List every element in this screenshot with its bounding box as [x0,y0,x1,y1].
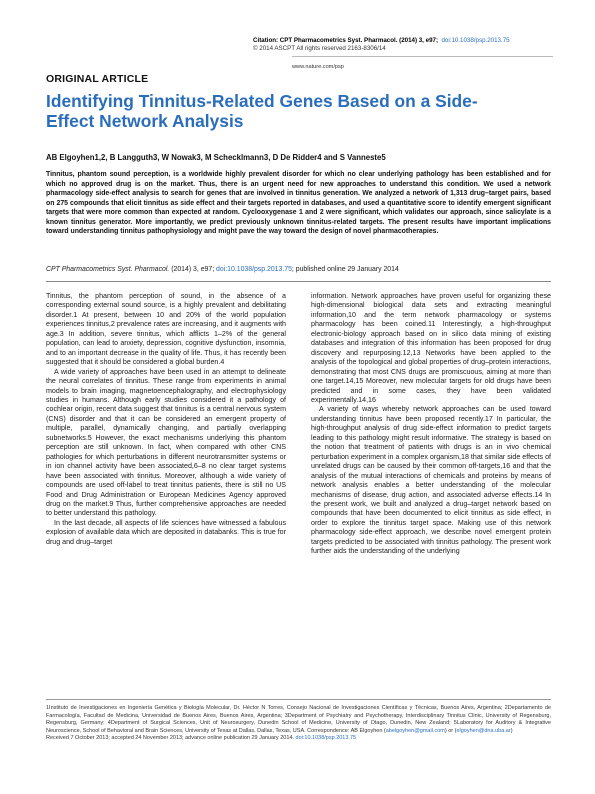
paragraph: A wide variety of approaches have been used in an attempt to delineate the neural correlates of tinnitus. These range from experiments in animal models to brain imaging, magnetoencephalography, and electrophysiology studies in humans. Although early studies considered it a pathology of cochlear origin, recent data suggest that tinnitus is a central nervous system (CNS) disorder and that it can be considered an emergent property of multiple, parallel, dynamically changing, and partially overlapping subnetworks.5 However, the exact mechanisms underlying this phantom perception are still unknown. In fact, when compared with other CNS pathologies for which perturbations in different neurotransmitter systems or in ion channel activity have been associated,6–8 no clear target systems have been associated with tinnitus. Moreover, although a wide variety of compounds are used off-label to treat tinnitus patients, there is still no US Food and Drug Administration or European Medicines Agency approved drug on the market.9 Thus, further comprehensive approaches are needed to better understand this pathology. [46,367,286,518]
body-column-right [311,292,551,557]
article-title: Identifying Tinnitus-Related Genes Based on a Side-Effect Network Analysis [46,91,478,131]
journal-website[interactable]: www.nature.com/psp [292,64,344,70]
citation-block [253,37,553,53]
header-rule [292,56,553,57]
footnote-text: ) [510,727,513,734]
body-column-left [46,292,286,547]
journal-name: CPT Pharmacometrics Syst. Pharmacol. [46,266,170,273]
citation-line: Citation: CPT Pharmacometrics Syst. Pharmacol. (2014) 3, e97; [253,37,439,44]
abstract: Tinnitus, phantom sound perception, is a worldwide highly prevalent disorder for which no clear underlying pathology has been established and for which no approved drug is on the market. Thus, there is an urgent need for new approaches to understand this condition. We used a network pharmacology side-effect analysis to search for genes that are involved in tinnitus generation. We analyzed a network of 1,313 drug–target pairs, based on 275 compounds that elicit tinnitus as side effect and their targets reported in databases, and used a quantitative score to identify emergent significant targets that were more common than expected at random. Cyclooxygenase 1 and 2 were significant, which validates our approach, since salicylate is a known tinnitus generator. More importantly, we predict previously unknown tinnitus-related targets. The present results have important implications toward understanding tinnitus pathophysiology and might pave the way toward the design of novel pharmacotherapies. [46,171,551,235]
author-list: AB Elgoyhen1,2, B Langguth3, W Nowak3, M Schecklmann3, D De Ridder4 and S Vanneste5 [46,153,386,162]
footnotes [46,705,551,743]
article-doi-link[interactable]: doi:10.1038/psp.2013.75 [216,266,292,273]
published-date: ; published online 29 January 2014 [291,266,399,273]
paragraph: A variety of ways whereby network approaches can be used toward understanding tinnitus have been proposed recently.17 In particular, the high-throughput analysis of drug side-effect information to predict targets leading to this pathology might result informative. The strategy is based on the notion that treatment of patients with drugs is an in vivo chemical perturbation experiment in a complex organism,18 that similar side effects of unrelated drugs can be caused by their common off-targets,16 and that the analysis of the mutual interactions of chemicals and proteins by means of network analysis enables a better understanding of the molecular mechanisms of disease, drug action, and associated adverse effects.14 In the present work, we built and analyzed a drug–target network based on compounds that have been documented to elicit tinnitus as side effect, in order to explore the tinnitus target space. Making use of this network pharmacology side-effect approach, we describe novel emergent protein targets predicted to be associated with tinnitus pathology. The present work further aids the understanding of the underlying [311,405,551,556]
journal-citation-line [46,266,551,273]
paragraph: information. Network approaches have proven useful for organizing these high-dimensional biological data sets and extracting meaningful information,10 and the term network pharmacology or systems pharmacology has been coined.11 Interestingly, a high-throughput electronic-biology approach based on in silico data mining of existing databases and integration of this information has been proposed for drug discovery and repurposing.12,13 Networks have been applied to the analysis of the topological and global properties of drug–protein interactions, demonstrating that most CNS drugs are promiscuous, aiming at more than one target.14,15 Moreover, new molecular targets for old drugs have been predicted and in some cases, they have been validated experimentally.14,16 [311,292,551,404]
copyright-line: © 2014 ASCPT All rights reserved 2163-8306/14 [253,45,386,53]
footnote-doi-link[interactable]: doi:10.1038/psp.2013.75 [295,735,357,742]
paragraph: In the last decade, all aspects of life sciences have witnessed a fabulous explosion of available data which are deposited in databanks. This is true for drug and drug–target [46,518,286,546]
citation-doi-link[interactable]: doi:10.1038/psp.2013.75 [441,37,510,44]
affiliations: 1Instituto de Investigaciones en Ingeniería Genética y Biología Molecular, Dr. Héctor N Torres, Consejo Nacional de Investigaciones Científicas y Técnicas, Buenos Aires, Argentina; 2Departamento de Farmacología, Facultad de Medicina, Universidad de Buenos Aires, Buenos Aires, Argentina; 3Department of Psychiatry and Psychotherapy, Interdisciplinary Tinnitus Clinic, University of Regensburg, Regensburg, Germany; 4Department of Surgical Sciences, Unit of Neurosurgery, Dunedin School of Medicine, University of Otago, Dunedin, New Zealand; 5Laboratory for Auditory & Integrative Neuroscience, School of Behavioral and Brain Sciences, University of Texas at Dallas, Dallas, Texas, USA. Correspondence: AB Elgoyhen ( [46,705,551,734]
article-type: ORIGINAL ARTICLE [46,73,149,85]
received-dates: Received 7 October 2013; accepted 24 November 2013; advance online publication 29 January 2014. [46,735,296,742]
email-link[interactable]: elgoyhen@dna.uba.ar [456,727,511,734]
journal-volume: (2014) 3, e97; [169,266,217,273]
footnote-text: ) or ( [444,727,457,734]
abstract-divider [46,281,551,282]
paragraph: Tinnitus, the phantom perception of sound, in the absence of a corresponding external sound source, is a highly prevalent and debilitating disorder.1 At present, between 10 and 20% of the world population experiences tinnitus,2 prevalence rates are increasing, and it augments with age.3 In addition, severe tinnitus, which afflicts 1–2% of the general population, can lead to anxiety, depression, cognitive dysfunction, insomnia, and to an important decrease in the quality of life. Thus, it has recently been suggested that it should be considered a global burden.4 [46,292,286,367]
email-link[interactable]: abelgoyhen@gmail.com [385,727,445,734]
footnote-divider [46,699,551,700]
